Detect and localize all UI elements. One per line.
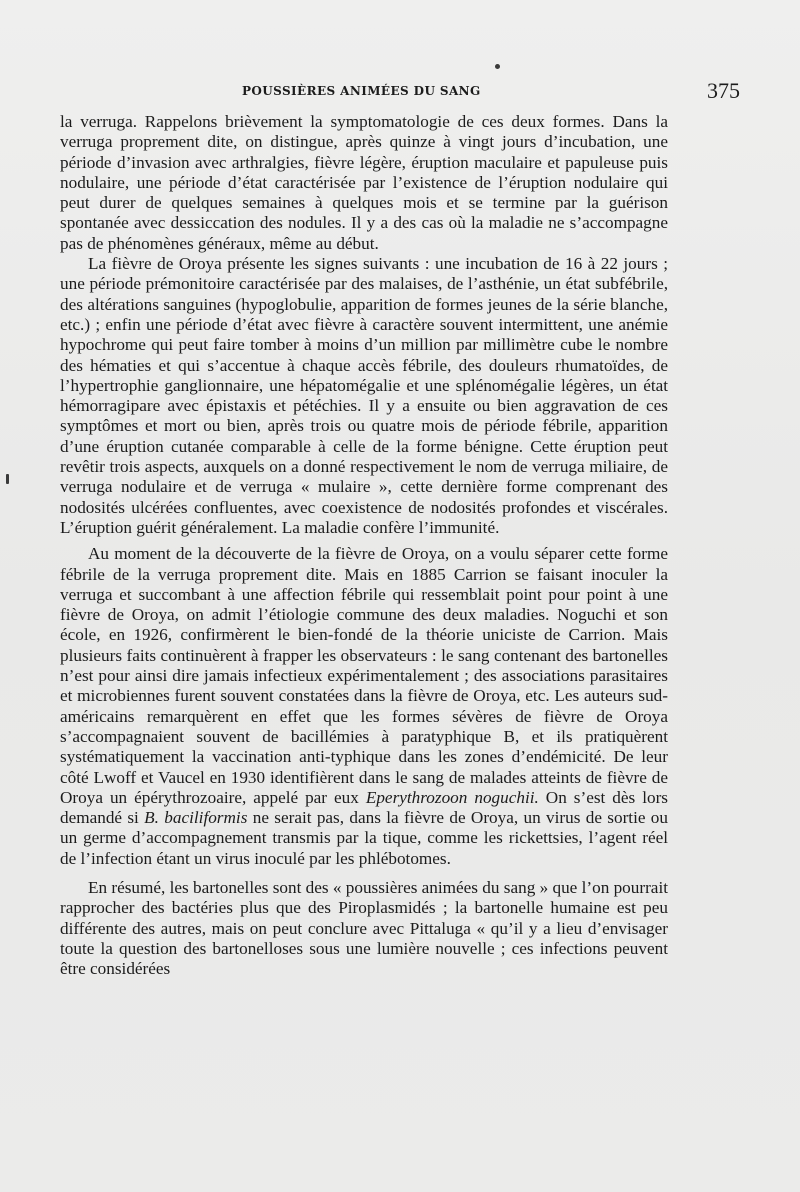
page-header: [60, 78, 740, 108]
paragraph-oroya-fever-signs: La fièvre de Oroya présente les signes suivants : une incubation de 16 à 22 jours ; une période prémonitoire caractérisée par des malaises, de l’asthénie, un état subfébrile, des altérations sanguines (hypoglobulie, apparition de formes jeunes de la série blanche, etc.) ; enfin une période d’état avec fièvre à caractère souvent intermittent, une anémie hypochrome qui peut faire tomber à moins d’un million par millimètre cube le nombre des hématies et qui s’accentue à chaque accès fébrile, des douleurs rhumatoïdes, de l’hypertrophie ganglionnaire, une hépatomégalie et une splénomégalie légères, un état hémorragipare avec épistaxis et pétéchies. Il y a ensuite ou bien aggravation de ces symptômes et mort ou bien, après trois ou quatre mois de période fébrile, apparition d’une éruption cutanée comparable à celle de la forme bénigne. Cette éruption peut revêtir trois aspects, auxquels on a donné respectivement le nom de verruga miliaire, de verruga nodulaire et de verruga « mulaire », cette dernière forme comprenant des nodosités ulcérées confluentes, avec coexistence de nodosités profondes et viscérales. L’éruption guérit généralement. La maladie confère l’immunité.: [60, 254, 668, 537]
ink-speck: [6, 474, 9, 484]
paragraph-text-segment: ne serait pas, dans la fièvre de Oroya, un virus de sortie ou un germe d’accompagnement transmis par la tique, comme les rickettsies, l’agent réel de l’infection étant un virus inoculé par les phlébotomes.: [60, 808, 668, 868]
body-text: [60, 112, 668, 979]
running-head: POUSSIÈRES ANIMÉES DU SANG: [242, 84, 481, 98]
paragraph-verruga-symptoms: la verruga. Rappelons brièvement la symptomatologie de ces deux formes. Dans la verruga proprement dite, on distingue, après quinze à vingt jours d’incubation, une période d’invasion avec arthralgies, fièvre légère, éruption maculaire et papuleuse puis nodulaire, une période d’état caractérisée par l’existence de l’éruption nodulaire qui peut durer de quelques semaines à quelques mois et se termine par la guérison spontanée avec dessiccation des nodules. Il y a des cas où la maladie ne s’accompagne pas de phénomènes généraux, même au début.: [60, 112, 668, 253]
paragraph-text-segment: Au moment de la découverte de la fièvre de Oroya, on a voulu séparer cette forme fébrile de la verruga proprement dite. Mais en 1885 Carrion se faisant inoculer la verruga et succombant à une affection fébrile qui ressemblait point pour point à une fièvre de Oroya, on admit l’étiologie commune des deux maladies. Noguchi et son école, en 1926, confirmèrent le bien-fondé de la théorie uniciste de Carrion. Mais plusieurs faits continuèrent à frapper les observateurs : le sang contenant des bartonelles n’est pour ainsi dire jamais infectieux expérimentalement ; des associations parasitaires et microbiennes furent souvent constatées dans la fièvre de Oroya, etc. Les auteurs sud-américains remarquèrent en effet que les formes sévères de fièvre de Oroya s’accompagnaient souvent de bacillémies à paratyphique B, et ils pratiquèrent systématiquement la vaccination anti-typhique dans les zones d’endémicité. De leur côté Lwoff et Vaucel en 1930 identifièrent dans le sang de malades atteints de fièvre de Oroya un épérythrozoaire, appelé par eux: [60, 544, 668, 807]
species-name-eperythrozoon: Eperythrozoon noguchii.: [365, 787, 539, 807]
species-name-bacilliformis: B. baciliformis: [144, 808, 248, 828]
ink-speck: [495, 64, 500, 69]
page-number: 375: [707, 78, 740, 103]
paragraph-discovery-history: [60, 544, 668, 869]
paragraph-text-segment: On s’est dès lors demandé si: [60, 787, 668, 828]
paragraph-summary: En résumé, les bartonelles sont des « poussières animées du sang » que l’on pourrait rapprocher des bactéries plus que des Piroplasmidés ; la bartonelle humaine est peu différente des autres, mais on peut conclure avec Pittaluga « qu’il y a lieu d’envisager toute la question des bartonelloses sous une lumière nouvelle ; ces infections peuvent être considérées: [60, 877, 668, 979]
